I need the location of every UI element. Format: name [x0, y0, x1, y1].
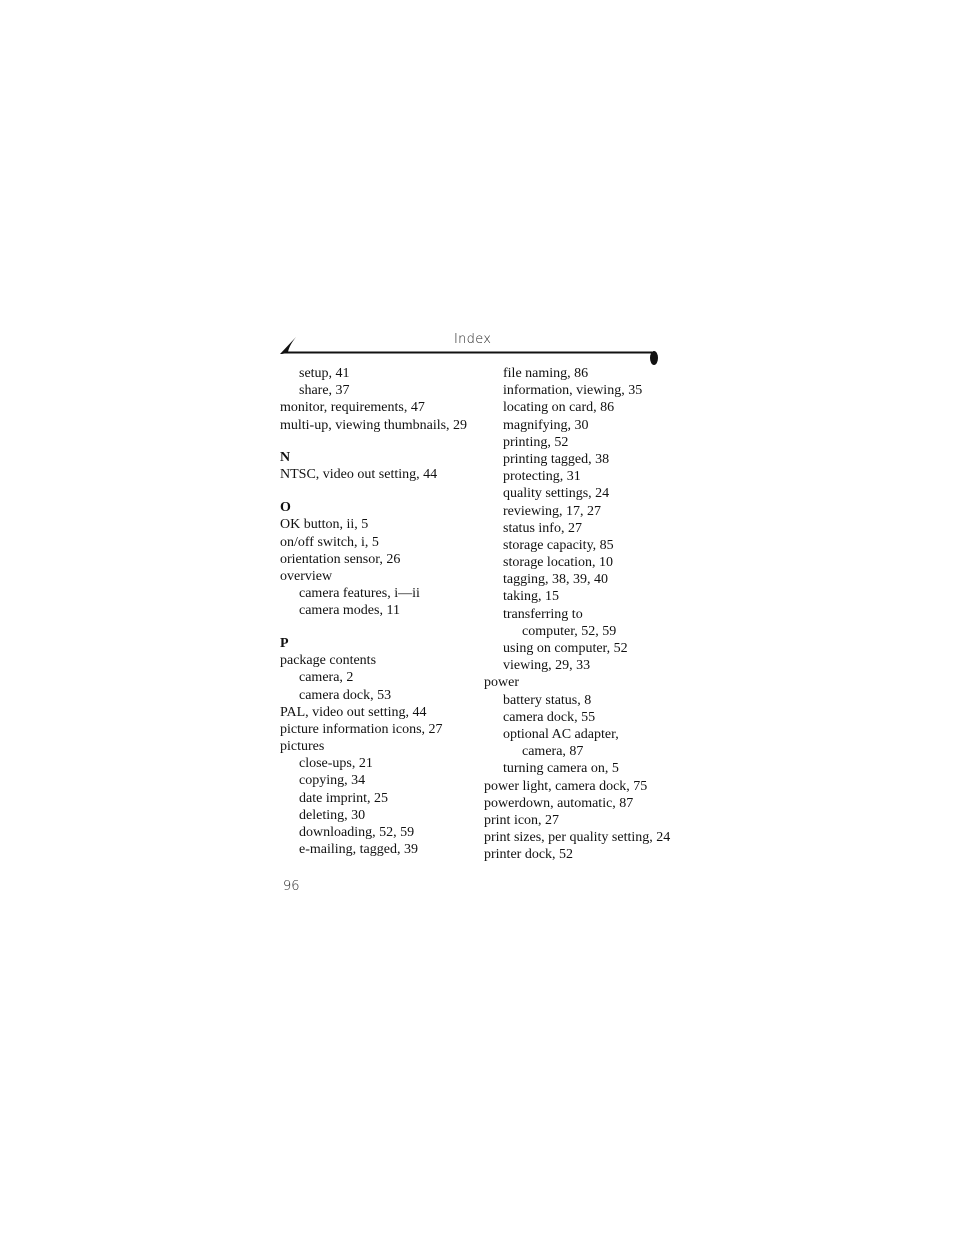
section-letter: P [280, 635, 289, 651]
index-subentry: printing, 52 [503, 434, 569, 450]
index-subentry: optional AC adapter, [503, 726, 619, 742]
index-subentry: information, viewing, 35 [503, 383, 643, 399]
page-number: 96 [283, 879, 300, 894]
index-subentry-continuation: camera, 87 [522, 744, 584, 760]
index-entry: PAL, video out setting, 44 [280, 704, 427, 720]
index-entry: print icon, 27 [484, 812, 560, 828]
index-subentry: share, 37 [299, 383, 350, 399]
index-subentry: tagging, 38, 39, 40 [503, 572, 608, 588]
index-subentry: quality settings, 24 [503, 486, 610, 502]
index-subentry: locating on card, 86 [503, 400, 615, 416]
index-entry: power [484, 675, 519, 691]
section-gap [280, 434, 480, 450]
index-subentry: camera, 2 [299, 670, 354, 686]
index-entry: powerdown, automatic, 87 [484, 795, 634, 811]
section-letter: O [280, 500, 291, 516]
index-subentry: reviewing, 17, 27 [503, 503, 601, 519]
index-subentry: storage location, 10 [503, 555, 614, 571]
index-subentry: close-ups, 21 [299, 756, 373, 772]
index-entry: pictures [280, 739, 325, 755]
index-entry: multi-up, viewing thumbnails, 29 [280, 417, 468, 433]
header-title: Index [454, 332, 492, 347]
index-entry: on/off switch, i, 5 [280, 534, 379, 550]
index-subentry: status info, 27 [503, 520, 582, 536]
index-entry: picture information icons, 27 [280, 721, 443, 737]
index-subentry: viewing, 29, 33 [503, 658, 591, 674]
index-entry: printer dock, 52 [484, 847, 574, 863]
index-subentry: e-mailing, tagged, 39 [299, 842, 418, 858]
index-subentry: printing tagged, 38 [503, 451, 610, 467]
index-subentry: setup, 41 [299, 366, 350, 381]
index-subentry: file naming, 86 [503, 366, 589, 381]
index-subentry: protecting, 31 [503, 469, 581, 485]
index-subentry: camera dock, 55 [503, 709, 596, 725]
index-subentry: magnifying, 30 [503, 417, 589, 433]
index-subentry: copying, 34 [299, 773, 366, 789]
index-subentry: deleting, 30 [299, 807, 366, 823]
header-rule [280, 336, 660, 368]
index-subentry: camera features, i—ii [299, 586, 420, 602]
index-column-right [484, 365, 674, 863]
section-gap [280, 484, 480, 500]
index-entry: overview [280, 568, 333, 584]
left-swoosh-ornament [280, 337, 296, 354]
index-subentry: battery status, 8 [503, 692, 592, 708]
index-subentry-continuation: computer, 52, 59 [522, 623, 617, 639]
index-subentry: transferring to [503, 606, 583, 622]
index-entry: OK button, ii, 5 [280, 517, 369, 533]
index-entry: orientation sensor, 26 [280, 551, 401, 567]
section-letter: N [280, 450, 291, 466]
index-column-left [280, 365, 480, 858]
index-entry: power light, camera dock, 75 [484, 778, 648, 794]
index-entry: NTSC, video out setting, 44 [280, 467, 438, 483]
section-gap [280, 619, 480, 635]
right-dot-ornament [650, 351, 658, 365]
index-subentry: using on computer, 52 [503, 641, 628, 656]
index-subentry: downloading, 52, 59 [299, 825, 415, 840]
index-subentry: date imprint, 25 [299, 790, 389, 806]
index-subentry: camera modes, 11 [299, 603, 400, 619]
index-entry: package contents [280, 653, 377, 669]
index-subentry: storage capacity, 85 [503, 537, 614, 553]
index-entry: print sizes, per quality setting, 24 [484, 830, 671, 846]
index-subentry: taking, 15 [503, 589, 559, 605]
index-entry: monitor, requirements, 47 [280, 400, 425, 416]
index-subentry: turning camera on, 5 [503, 761, 619, 777]
index-subentry: camera dock, 53 [299, 687, 392, 703]
